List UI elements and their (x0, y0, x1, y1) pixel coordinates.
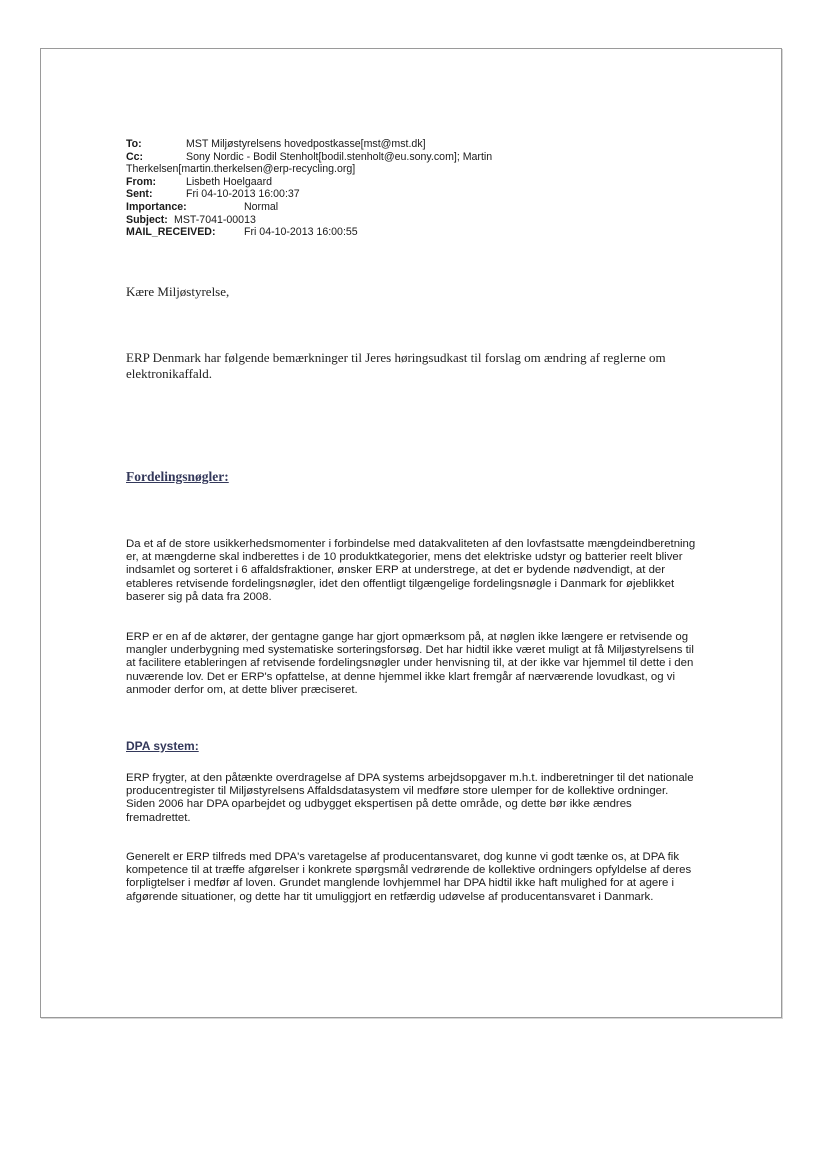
greeting: Kære Miljøstyrelse, (126, 284, 230, 299)
sent-line (126, 188, 686, 201)
subject-label: Subject: (126, 213, 168, 226)
section1-paragraph-1: Da et af de store usikkerhedsmomenter i forbindelse med datakvaliteten af den lovfastsatte mængdeindberetning er, at mængderne skal indberettes i de 10 produktkategorier, mens det elektriske udstyr og batterier reelt bliver indsamlet og sorteret i 6 affaldsfraktioner, ønsker ERP at understrege, at det er bydende nødvendigt, at der etableres retvisende fordelingsnøgler, idet den offentligt tilgængelige fordelingsnøgle i Danmark for øjeblikket baserer sig på data fra 2008. (126, 538, 696, 603)
from-label: From: (126, 175, 157, 188)
section2-paragraph-1: ERP frygter, at den påtænkte overdragelse af DPA systems arbejdsopgaver m.h.t. indberetninger til det nationale producentregister til Miljøstyrelsens Affaldsdatasystem vil medføre store ulemper for de kollektive ordninger. Siden 2006 har DPA oparbejdet og udbygget ekspertisen på dette område, og dette bør ikke ændres fremadrettet. (126, 772, 694, 824)
section2-paragraph-2: Generelt er ERP tilfreds med DPA's varetagelse af producentansvaret, dog kunne vi godt tænke os, at DPA fik kompetence til at træffe afgørelser i konkrete spørgsmål vedrørende de kollektive ordningers opfyldelse af deres forpligtelser i medfør af loven. Grundet manglende lovhjemmel har DPA hidtil ikke haft mulighed for at agere i afgørende situationer, og dette har tit umuliggjort en retfærdig udøvelse af producentansvaret i Danmark. (126, 851, 692, 903)
cc-value-line2: Therkelsen[martin.therkelsen@erp-recycling.org] (126, 163, 356, 176)
cc-line-2 (126, 163, 686, 176)
importance-label: Importance: (126, 200, 187, 213)
section-heading-dpa-system: DPA system: (126, 739, 199, 753)
section-heading-fordelingsnogler: Fordelingsnøgler: (126, 469, 229, 484)
cc-line (126, 151, 686, 164)
cc-value-line1: Sony Nordic - Bodil Stenholt[bodil.stenholt@eu.sony.com]; Martin (186, 150, 493, 163)
from-line (126, 176, 686, 189)
cc-label: Cc: (126, 150, 144, 163)
importance-value: Normal (244, 200, 279, 213)
importance-line (126, 201, 686, 214)
subject-line (126, 214, 686, 227)
subject-value: MST-7041-00013 (174, 213, 256, 226)
received-label: MAIL_RECEIVED: (126, 226, 216, 239)
received-line (126, 226, 686, 239)
from-value: Lisbeth Hoelgaard (186, 175, 272, 188)
sent-value: Fri 04-10-2013 16:00:37 (186, 188, 300, 201)
sent-label: Sent: (126, 188, 153, 201)
to-label: To: (126, 138, 142, 150)
to-line (126, 138, 686, 151)
to-value: MST Miljøstyrelsens hovedpostkasse[mst@mst.dk] (186, 138, 426, 150)
email-header (126, 138, 686, 239)
received-value: Fri 04-10-2013 16:00:55 (244, 226, 358, 239)
section1-paragraph-2: ERP er en af de aktører, der gentagne gange har gjort opmærksom på, at nøglen ikke længere er retvisende og mangler underbygning med systematiske sorteringsforsøg. Det har hidtil ikke været muligt at få Miljøstyrelsens til at facilitere etableringen af retvisende fordelingsnøgler under henvisning til, at der ikke var hjemmel til dette i den nuværende lov. Det er ERP's opfattelse, at denne hjemmel ikke klart fremgår af nærværende lovudkast, og vi anmoder derfor om, at dette bliver præciseret. (126, 631, 694, 696)
intro-paragraph: ERP Denmark har følgende bemærkninger til Jeres høringsudkast til forslag om ændring af reglerne om elektronikaffald. (126, 350, 666, 381)
